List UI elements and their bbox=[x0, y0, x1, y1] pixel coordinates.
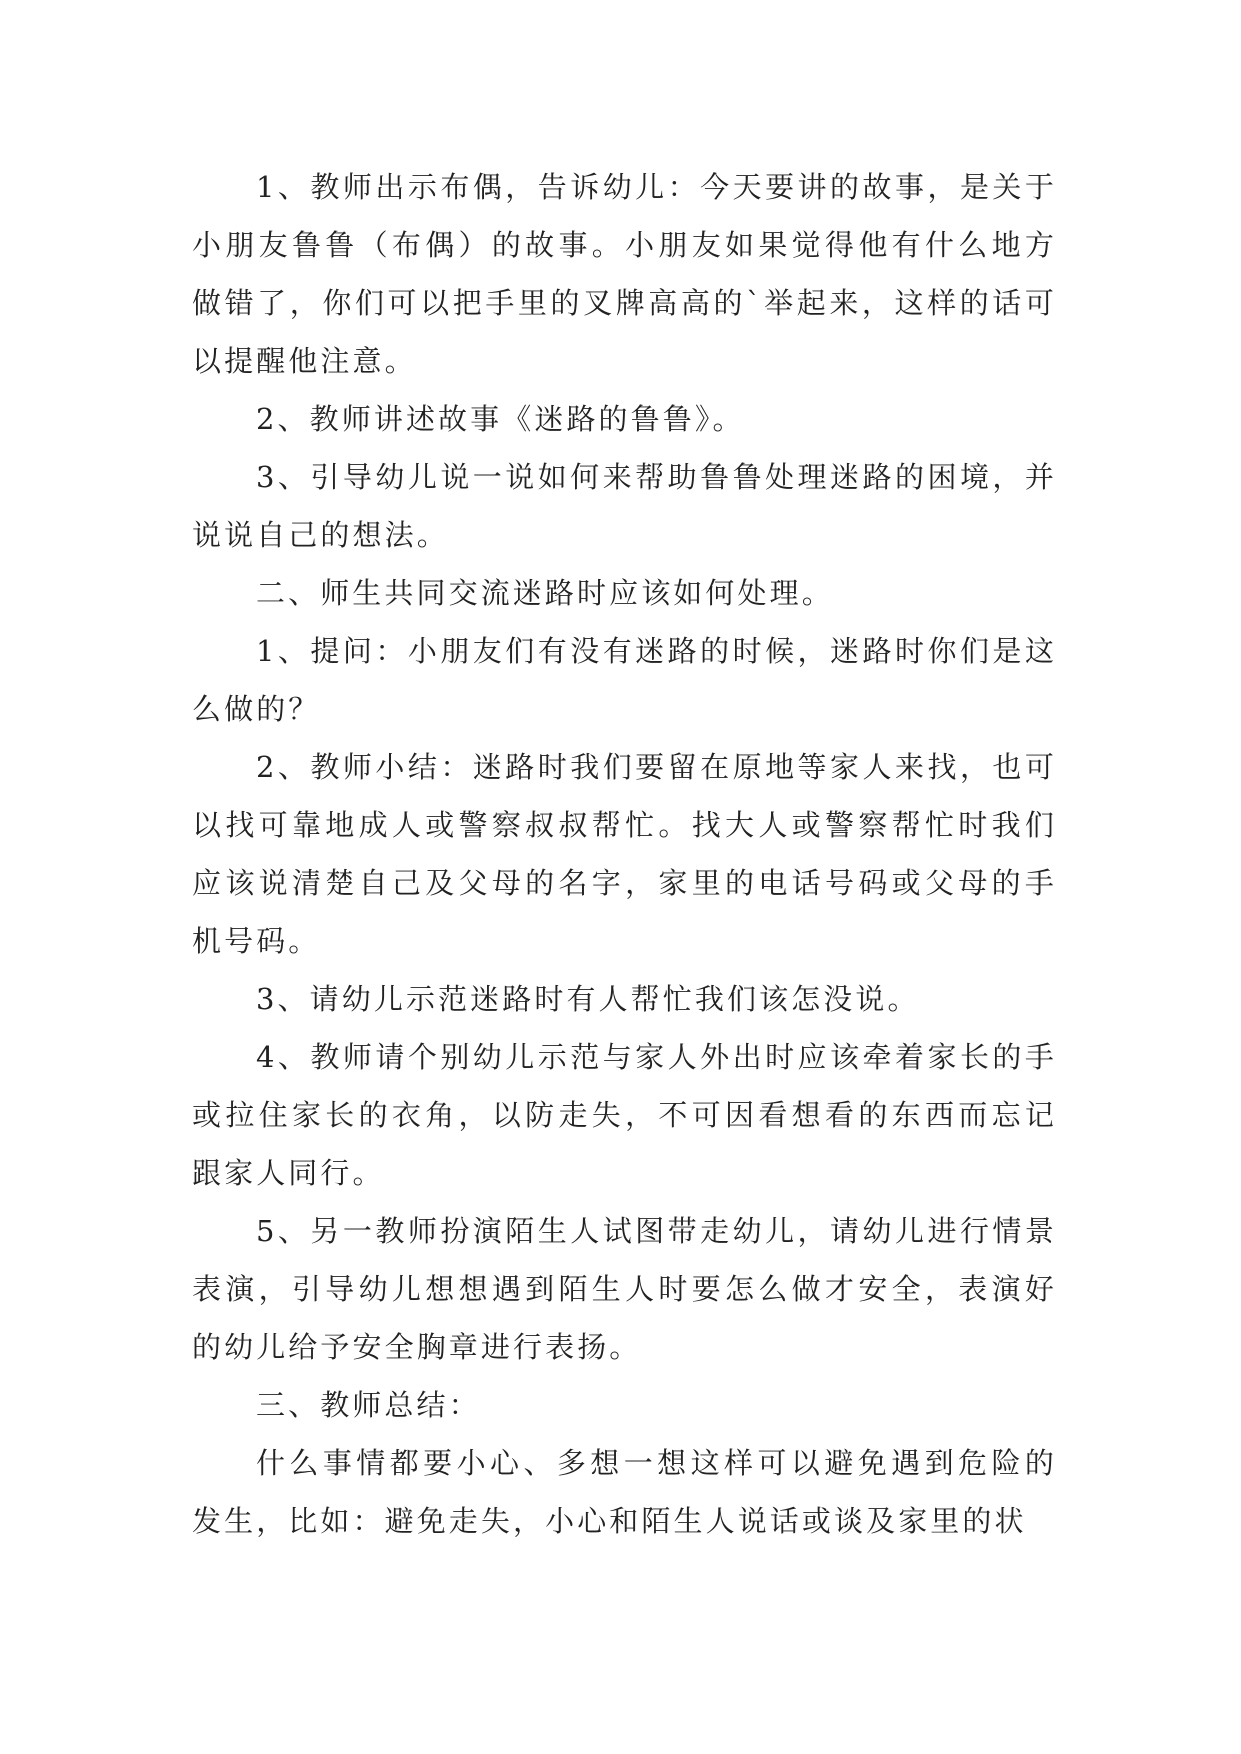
paragraph-8: 4、教师请个别幼儿示范与家人外出时应该牵着家长的手或拉住家长的衣角，以防走失，不可因看想看的东西而忘记跟家人同行。 bbox=[192, 1040, 1057, 1190]
paragraph-1: 1、教师出示布偶，告诉幼儿：今天要讲的故事，是关于小朋友鲁鲁（布偶）的故事。小朋友如果觉得他有什么地方做错了，你们可以把手里的叉牌高高的`举起来，这样的话可以提醒他注意。 bbox=[192, 170, 1057, 378]
paragraph-9: 5、另一教师扮演陌生人试图带走幼儿，请幼儿进行情景表演，引导幼儿想想遇到陌生人时要怎么做才安全，表演好的幼儿给予安全胸章进行表扬。 bbox=[192, 1214, 1057, 1364]
section-heading-3: 三、教师总结： bbox=[256, 1388, 481, 1422]
paragraph-11: 什么事情都要小心、多想一想这样可以避免遇到危险的发生，比如：避免走失，小心和陌生人说话或谈及家里的状 bbox=[192, 1446, 1057, 1538]
section-heading-2: 二、师生共同交流迷路时应该如何处理。 bbox=[256, 576, 834, 610]
paragraph-7: 3、请幼儿示范迷路时有人帮忙我们该怎没说。 bbox=[256, 982, 920, 1016]
paragraph-6: 2、教师小结：迷路时我们要留在原地等家人来找，也可以找可靠地成人或警察叔叔帮忙。找大人或警察帮忙时我们应该说清楚自己及父母的名字，家里的电话号码或父母的手机号码。 bbox=[192, 750, 1057, 958]
paragraph-3: 3、引导幼儿说一说如何来帮助鲁鲁处理迷路的困境，并说说自己的想法。 bbox=[192, 460, 1057, 552]
paragraph-5: 1、提问：小朋友们有没有迷路的时候，迷路时你们是这么做的？ bbox=[192, 634, 1057, 726]
body-text bbox=[192, 158, 1057, 1550]
paragraph-2: 2、教师讲述故事《迷路的鲁鲁》。 bbox=[256, 402, 745, 436]
